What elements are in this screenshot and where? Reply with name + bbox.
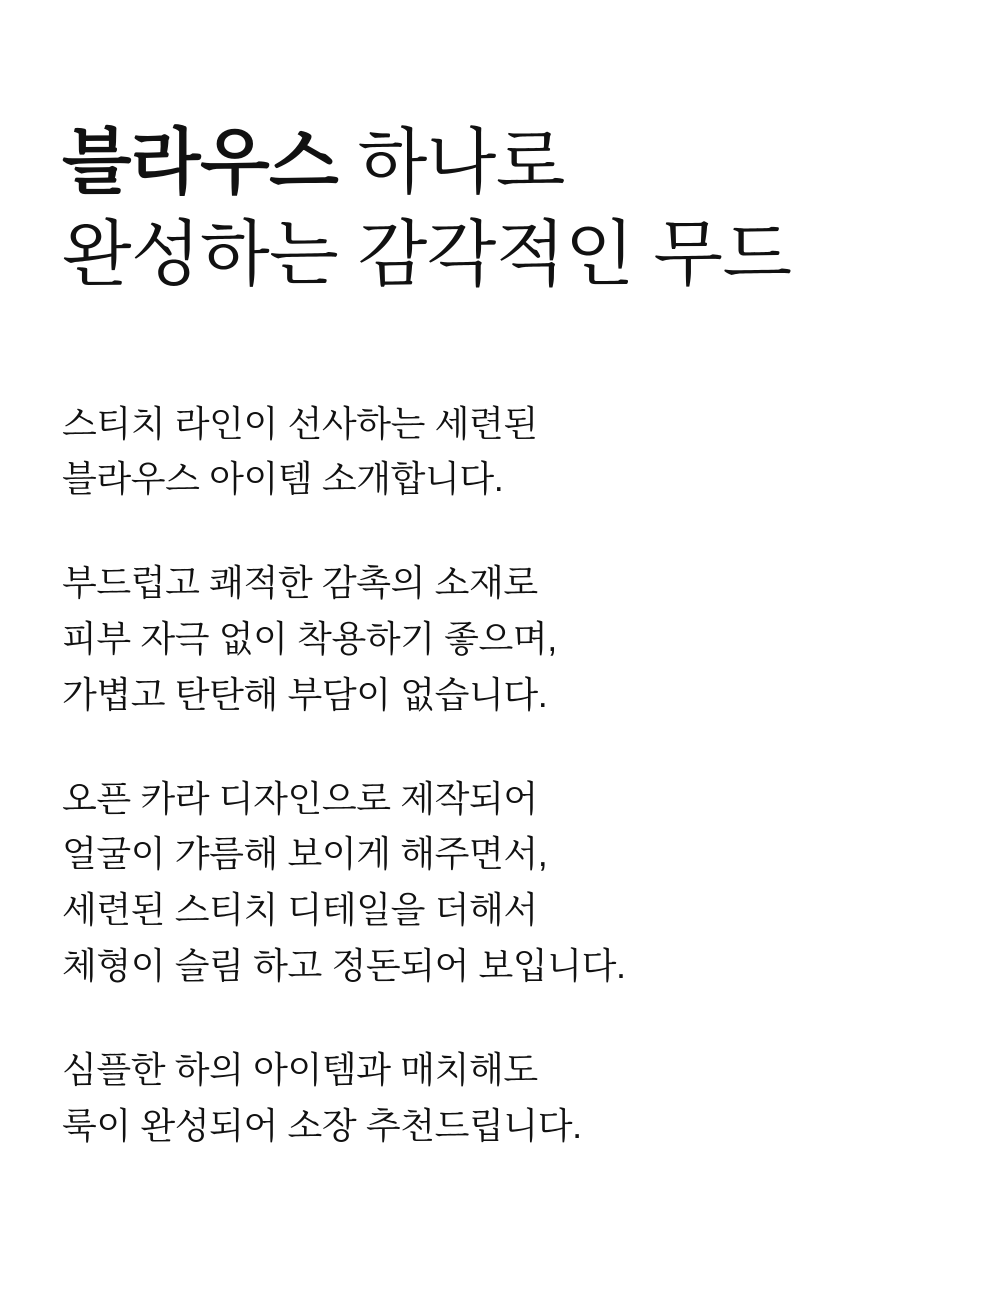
- paragraph-3: [62, 771, 940, 994]
- paragraph-2-line-1: 부드럽고 쾌적한 감촉의 소재로: [62, 562, 538, 604]
- paragraph-3-line-2: 얼굴이 갸름해 보이게 해주면서,: [62, 833, 548, 875]
- paragraph-2-line-2: 피부 자극 없이 착용하기 좋으며,: [62, 618, 557, 660]
- headline-line-1-rest: 하나로: [338, 123, 565, 203]
- headline-emphasis: 블라우스: [62, 123, 339, 203]
- paragraph-1-line-1: 스티치 라인이 선사하는 세련된: [62, 402, 538, 444]
- paragraph-4-line-1: 심플한 하의 아이템과 매치해도: [62, 1048, 538, 1090]
- page-title: [62, 120, 940, 300]
- paragraph-3-line-3: 세련된 스티치 디테일을 더해서: [62, 889, 538, 931]
- paragraph-4: [62, 1042, 940, 1154]
- headline-line-2: 완성하는 감각적인 무드: [62, 214, 792, 295]
- paragraph-2: [62, 555, 940, 722]
- paragraph-3-line-4: 체형이 슬림 하고 정돈되어 보입니다.: [62, 945, 626, 987]
- paragraph-2-line-3: 가볍고 탄탄해 부담이 없습니다.: [62, 673, 548, 715]
- description-body: [62, 396, 940, 1154]
- paragraph-4-line-2: 룩이 완성되어 소장 추천드립니다.: [62, 1104, 582, 1146]
- paragraph-3-line-1: 오픈 카라 디자인으로 제작되어: [62, 777, 538, 819]
- paragraph-1: [62, 396, 940, 508]
- paragraph-1-line-2: 블라우스 아이템 소개합니다.: [62, 458, 504, 500]
- headline-line-1: [62, 120, 940, 208]
